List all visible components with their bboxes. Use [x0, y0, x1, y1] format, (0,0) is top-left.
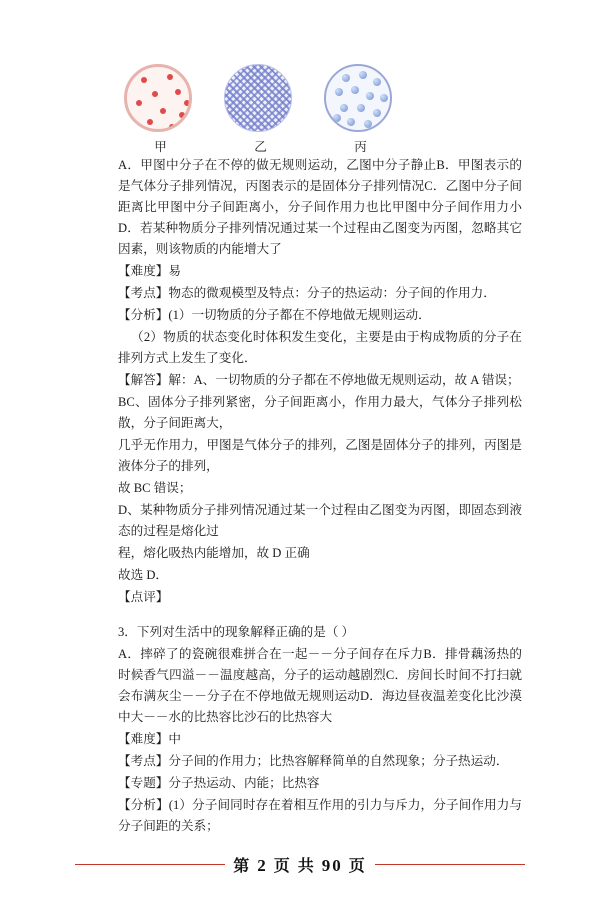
q2-answer-5: D、某种物质分子排列情况通过某一个过程由乙图变为丙图，即固态到液态的过程是熔化过: [118, 503, 522, 538]
figure-caption: 乙: [254, 140, 268, 154]
q3-difficulty: 【难度】中: [118, 732, 181, 746]
q2-knowledge: 【考点】物态的微观模型及特点：分子的热运动：分子间的作用力．: [118, 286, 496, 300]
q3-knowledge: 【考点】分子间的作用力；比热容解释简单的自然现象；分子热运动．: [118, 754, 509, 768]
figure-caption: 丙: [354, 140, 368, 154]
dense-lattice-molecules-circle: [218, 62, 304, 134]
footer-total-pages: 90: [321, 856, 343, 875]
q2-answer-1: 【解答】解：A、一切物质的分子都在不停地做无规则运动，故 A 错误；: [118, 373, 520, 387]
q2-comment: 【点评】: [118, 590, 169, 604]
figure-yi: [218, 62, 304, 155]
q2-answer-7: 故选 D．: [118, 568, 169, 582]
q3-analysis: 【分析】(1）分子间同时存在着相互作用的引力与斥力，分子间作用力与分子间距的关系；: [118, 798, 522, 833]
q3-options: A．摔碎了的瓷碗很难拼合在一起－－分子间存在斥力B．排骨藕汤热的时候香气四溢－－温度越高，分子的运动越剧烈C．房间长时间不打扫就会布满灰尘－－分子在不停地做无规则运动D．海边昼夜温差变化比沙漠中大－－水的比热容比沙石的比热容大: [118, 647, 522, 724]
q2-answer-6: 程，熔化吸热内能增加，故 D 正确: [118, 546, 310, 560]
q2-analysis-1: 【分析】(1）一切物质的分子都在不停地做无规则运动．: [118, 308, 431, 322]
footer-middle: 页 共: [273, 858, 316, 875]
medium-spaced-blue-molecules-circle: [318, 62, 404, 134]
q3-stem: 3．下列对生活中的现象解释正确的是（ ）: [118, 625, 355, 639]
footer-label: [233, 853, 367, 876]
q3-topic: 【专题】分子热运动、内能；比热容: [118, 776, 320, 790]
footer-page-number: 2: [257, 856, 268, 875]
footer-rule-left: [75, 864, 225, 865]
figure-caption: 甲: [154, 140, 168, 154]
footer-prefix: 第: [233, 858, 252, 875]
page-footer: [0, 853, 600, 876]
document-body: [0, 155, 600, 837]
q2-difficulty: 【难度】易: [118, 264, 181, 278]
figure-bing: [318, 62, 404, 155]
footer-rule-right: [375, 864, 525, 865]
figure-row: [0, 62, 600, 155]
sparse-red-molecules-circle: [118, 62, 204, 134]
figure-jia: [118, 62, 204, 155]
q2-answer-2: BC、固体分子排列紧密，分子间距离小，作用力最大，气体分子排列松散，分子间距离大，: [118, 395, 522, 430]
document-page: [0, 62, 600, 910]
q2-options: A．甲图中分子在不停的做无规则运动，乙图中分子静止B．甲图表示的是气体分子排列情况，丙图表示的是固体分子排列情况C．乙图中分子间距离比甲图中分子间距离小，分子间作用力也比甲图中分子间作用力小D．若某种物质分子排列情况通过某一个过程由乙图变为丙图，忽略其它因素，则该物质的内能增大了: [118, 158, 522, 256]
q2-analysis-2: （2）物质的状态变化时体积发生变化，主要是由于构成物质的分子在排列方式上发生了变化．: [118, 330, 522, 365]
q2-answer-3: 几乎无作用力，甲图是气体分子的排列，乙图是固体分子的排列，丙图是液体分子的排列，: [118, 438, 522, 473]
footer-suffix: 页: [348, 858, 367, 875]
paragraph-spacer: [118, 609, 522, 622]
q2-answer-4: 故 BC 错误；: [118, 481, 192, 495]
